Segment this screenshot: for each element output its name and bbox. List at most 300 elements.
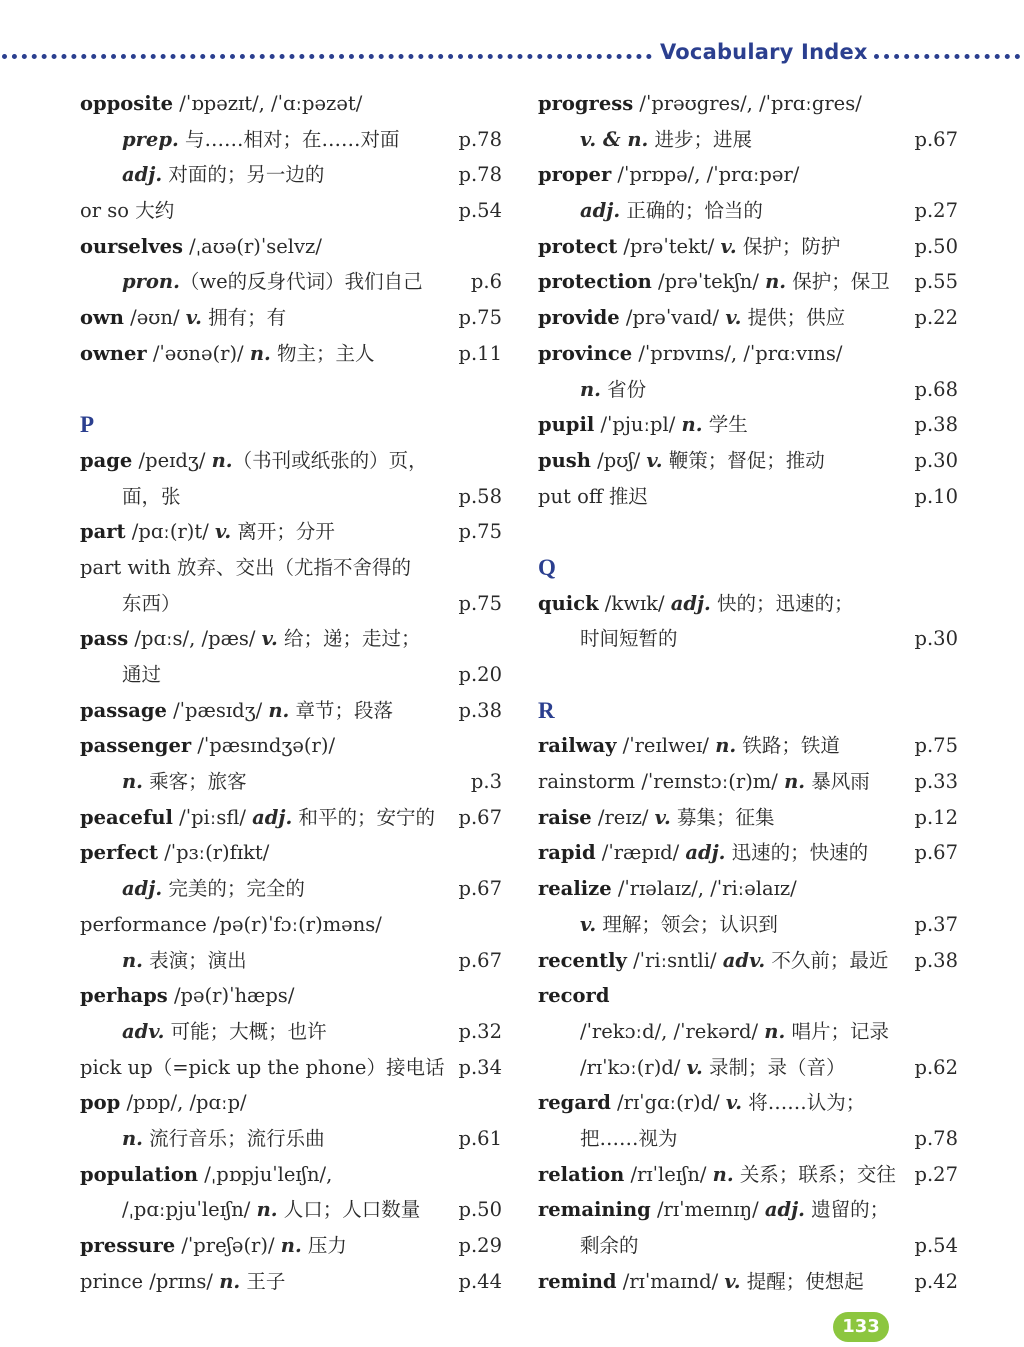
entry-definition: /ˈəʊnə(r)/ — [146, 341, 250, 365]
entry-text — [80, 1050, 444, 1086]
entry-definition: 暴风雨 — [805, 770, 870, 794]
index-entry — [538, 86, 958, 122]
entry-definition: 唱片；记录 — [785, 1019, 889, 1043]
entry-headword: province — [538, 341, 633, 365]
entry-definition: 王子 — [240, 1269, 286, 1293]
entry-definition: 面，张 — [122, 484, 181, 508]
index-entry — [80, 122, 502, 158]
entry-definition: performance /pə(r)ˈfɔː(r)məns/ — [80, 912, 382, 936]
page-reference: p.78 — [913, 1121, 959, 1157]
entry-text — [80, 1228, 347, 1264]
entry-definition: /peɪdʒ/ — [132, 448, 212, 472]
entry-headword: population — [80, 1162, 199, 1186]
entry-text — [80, 550, 411, 586]
entry-headword: record — [538, 984, 610, 1008]
part-of-speech: v. — [725, 1091, 743, 1115]
entry-text — [538, 122, 752, 158]
entry-text — [80, 657, 161, 693]
page-reference: p.54 — [913, 1228, 959, 1264]
index-entry — [538, 586, 958, 622]
entry-definition: /rɪˈkɔː(r)d/ — [580, 1055, 687, 1079]
entry-text — [538, 1264, 864, 1300]
header-title: Vocabulary Index — [660, 40, 868, 64]
entry-definition: /ˌpɑːpjuˈleɪʃn/ — [122, 1198, 257, 1222]
page-reference: p.6 — [469, 264, 502, 300]
entry-text — [80, 621, 421, 657]
entry-text — [80, 764, 247, 800]
entry-headword: perhaps — [80, 984, 168, 1008]
index-entry — [538, 871, 958, 907]
page-reference: p.27 — [913, 1157, 959, 1193]
entry-text — [80, 1157, 332, 1193]
entry-definition: /əʊn/ — [123, 306, 186, 330]
index-entry — [538, 193, 958, 229]
entry-definition: /prəˈvaɪd/ — [619, 306, 726, 330]
entry-headword: provide — [538, 306, 620, 330]
index-entry — [80, 336, 502, 372]
entry-text — [538, 1121, 678, 1157]
page-number-badge: 133 — [833, 1312, 889, 1342]
entry-text — [80, 943, 247, 979]
part-of-speech: v. & n. — [580, 127, 649, 151]
page-reference: p.75 — [457, 514, 503, 550]
entry-text — [80, 443, 428, 479]
entry-text — [80, 1121, 325, 1157]
entry-definition: /rɪˈgɑː(r)d/ — [610, 1091, 726, 1115]
part-of-speech: adv. — [122, 1019, 165, 1043]
entry-text — [80, 586, 181, 622]
entry-text — [538, 586, 854, 622]
section-letter-heading: P — [80, 412, 95, 438]
entry-definition: /ˈrekɔːd/, /ˈrekərd/ — [580, 1019, 765, 1043]
entry-definition: 物主；主人 — [270, 341, 375, 365]
index-entry — [538, 800, 958, 836]
entry-text — [80, 86, 362, 122]
entry-definition: 拥有；有 — [201, 306, 287, 330]
index-entry — [80, 657, 502, 693]
page-header — [0, 38, 1024, 74]
section-letter-heading: R — [538, 697, 555, 723]
part-of-speech: n. — [580, 377, 601, 401]
part-of-speech: v. — [654, 805, 671, 829]
page-reference: p.37 — [913, 907, 959, 943]
page-reference: p.42 — [913, 1264, 959, 1300]
page-reference: p.38 — [913, 943, 959, 979]
entry-definition: 迅速的；快速的 — [725, 841, 869, 865]
index-entry — [538, 1121, 958, 1157]
page-reference: p.61 — [457, 1121, 503, 1157]
part-of-speech: v. — [580, 912, 597, 936]
entry-headword: remind — [538, 1269, 617, 1293]
part-of-speech: n. — [122, 770, 143, 794]
entry-text — [538, 621, 678, 657]
page-reference: p.38 — [457, 693, 503, 729]
index-entry — [538, 764, 958, 800]
page-reference: p.30 — [913, 621, 959, 657]
entry-definition: 剩余的 — [580, 1234, 639, 1257]
entry-text — [538, 1157, 896, 1193]
page-reference: p.67 — [913, 835, 959, 871]
part-of-speech: adj. — [252, 805, 293, 829]
index-entry — [80, 264, 502, 300]
entry-headword: opposite — [80, 92, 174, 115]
entry-headword: protect — [538, 234, 618, 258]
entry-text — [538, 728, 840, 764]
entry-text — [538, 800, 775, 836]
entry-text — [538, 1192, 889, 1228]
entry-definition: /ˈprɒvɪns/, /ˈprɑːvɪns/ — [632, 341, 843, 365]
entry-text — [80, 693, 393, 729]
part-of-speech: n. — [280, 1234, 302, 1257]
entry-headword: realize — [538, 877, 612, 901]
entry-headword: passenger — [80, 734, 192, 758]
entry-text — [80, 871, 305, 907]
entry-definition: 把……视为 — [580, 1126, 678, 1150]
entry-definition: 快的；迅速的； — [710, 591, 854, 615]
entry-headword: pressure — [80, 1234, 176, 1257]
entry-definition: 录制；录（音） — [702, 1055, 846, 1079]
index-entry — [80, 1121, 502, 1157]
entry-definition: /ˈpreʃə(r)/ — [175, 1234, 281, 1257]
index-entry — [538, 300, 958, 336]
left-column — [80, 86, 502, 1299]
part-of-speech: v. — [215, 520, 232, 544]
entry-text — [538, 835, 868, 871]
part-of-speech: n. — [784, 770, 806, 794]
part-of-speech: v. — [185, 306, 202, 330]
index-entry — [538, 1192, 958, 1228]
page-reference: p.38 — [913, 407, 959, 443]
entry-definition: /rɪˈmaɪnd/ — [616, 1269, 725, 1293]
entry-text — [80, 229, 322, 265]
entry-definition: （书刊或纸张的）页， — [232, 448, 428, 472]
part-of-speech: v. — [725, 306, 742, 330]
entry-text — [538, 1014, 889, 1050]
entry-text — [538, 479, 648, 515]
entry-definition: part with 放弃、交出（尤指不舍得的 — [80, 555, 411, 579]
index-entry — [80, 871, 502, 907]
part-of-speech: n. — [122, 948, 143, 972]
index-entry — [80, 157, 502, 193]
entry-definition: /ˈprəʊgres/, /ˈprɑːgres/ — [633, 92, 862, 115]
entry-text — [80, 1264, 285, 1300]
index-entry — [538, 372, 958, 408]
entry-definition: 募集；征集 — [670, 805, 775, 829]
entry-text — [538, 229, 840, 265]
entry-definition: /pɑːs/, /pæs/ — [128, 627, 262, 651]
index-entry — [80, 800, 502, 836]
page-reference: p.29 — [457, 1228, 503, 1264]
page-reference: p.44 — [457, 1264, 503, 1300]
entry-definition: /ˈrɪəlaɪz/, /ˈriːəlaɪz/ — [611, 877, 797, 901]
entry-definition: 乘客；旅客 — [142, 770, 247, 794]
entry-definition: 将……认为； — [742, 1091, 866, 1115]
entry-text — [80, 1085, 247, 1121]
index-entry — [80, 300, 502, 336]
entry-headword: progress — [538, 92, 634, 115]
entry-headword: protection — [538, 270, 652, 294]
entry-definition: 流行音乐；流行乐曲 — [142, 1126, 325, 1150]
entry-definition: /ˈpæsɪndʒə(r)/ — [191, 734, 336, 758]
section-spacer — [538, 514, 958, 550]
part-of-speech: pron. — [122, 270, 180, 294]
part-of-speech: v. — [720, 234, 737, 258]
index-entry — [80, 621, 502, 657]
part-of-speech: n. — [211, 448, 233, 472]
index-entry — [80, 1085, 502, 1121]
entry-headword: recently — [538, 948, 627, 972]
page-reference: p.67 — [913, 122, 959, 158]
part-of-speech: adj. — [764, 1198, 805, 1222]
entry-definition: 学生 — [702, 413, 748, 437]
entry-text — [80, 1192, 420, 1228]
page-reference: p.67 — [457, 800, 503, 836]
index-entry — [80, 586, 502, 622]
index-entry — [538, 978, 958, 1014]
entry-headword: pass — [80, 627, 129, 651]
index-entry — [80, 728, 502, 764]
index-entry — [538, 1050, 958, 1086]
entry-definition: 对面的；另一边的 — [162, 163, 325, 187]
entry-text — [80, 514, 335, 550]
entry-definition: 省份 — [600, 377, 647, 401]
entry-text — [538, 157, 799, 193]
entry-text — [538, 193, 763, 229]
index-entry — [538, 1085, 958, 1121]
entry-headword: owner — [80, 341, 147, 365]
page-reference: p.62 — [913, 1050, 959, 1086]
index-entry — [538, 1157, 958, 1193]
index-entry — [538, 907, 958, 943]
part-of-speech: adj. — [580, 199, 621, 223]
entry-text — [538, 407, 748, 443]
entry-definition: 理解；领会；认识到 — [596, 912, 778, 936]
entry-definition: /ˈpiːsfl/ — [172, 805, 253, 829]
page-reference: p.75 — [457, 586, 503, 622]
page-reference: p.68 — [913, 372, 959, 408]
entry-definition: 压力 — [301, 1234, 347, 1257]
entry-text — [80, 835, 269, 871]
index-entry — [80, 1014, 502, 1050]
page-reference: p.10 — [913, 479, 959, 515]
page-reference: p.27 — [913, 193, 959, 229]
part-of-speech: adj. — [122, 877, 163, 901]
index-entry — [80, 943, 502, 979]
entry-text — [80, 978, 294, 1014]
page-reference: p.30 — [913, 443, 959, 479]
page-reference: p.22 — [913, 300, 959, 336]
entry-text — [80, 264, 423, 300]
part-of-speech: v. — [646, 448, 663, 472]
section-letter-heading: Q — [538, 554, 556, 580]
part-of-speech: n. — [765, 270, 787, 294]
entry-definition: 正确的；恰当的 — [620, 199, 763, 223]
entry-headword: pupil — [538, 413, 595, 437]
entry-text — [80, 1014, 327, 1050]
part-of-speech: n. — [256, 1198, 278, 1222]
entry-headword: passage — [80, 698, 167, 722]
entry-text — [80, 479, 181, 515]
index-entry — [80, 229, 502, 265]
entry-text — [80, 300, 286, 336]
entry-headword: page — [80, 448, 133, 472]
entry-definition: 关系；联系；交往 — [733, 1162, 896, 1186]
index-entry — [80, 978, 502, 1014]
index-entry — [80, 835, 502, 871]
entry-text — [538, 264, 890, 300]
entry-headword: perfect — [80, 841, 158, 865]
index-entry — [80, 764, 502, 800]
page-reference: p.12 — [913, 800, 959, 836]
part-of-speech: v. — [261, 627, 278, 651]
entry-definition: /reɪz/ — [591, 805, 655, 829]
part-of-speech: prep. — [122, 127, 179, 151]
entry-definition: /ˈræpɪd/ — [595, 841, 686, 865]
entry-definition: 保护；保卫 — [786, 270, 890, 294]
index-entry — [80, 1228, 502, 1264]
entry-text — [538, 978, 609, 1014]
page-reference: p.50 — [913, 229, 959, 265]
entry-text — [80, 336, 375, 372]
index-entry — [80, 86, 502, 122]
entry-definition: /ˈpɜː(r)fɪkt/ — [158, 841, 270, 865]
part-of-speech: v. — [724, 1269, 741, 1293]
entry-definition: rainstorm /ˈreɪnstɔː(r)m/ — [538, 770, 785, 794]
index-entry — [80, 1192, 502, 1228]
entry-definition: put off 推迟 — [538, 484, 648, 508]
section-spacer — [80, 372, 502, 408]
entry-definition: 离开；分开 — [231, 520, 335, 544]
entry-definition: 表演；演出 — [142, 948, 247, 972]
entry-definition: prince /prɪns/ — [80, 1269, 220, 1293]
entry-text — [80, 157, 324, 193]
index-entry — [80, 693, 502, 729]
entry-definition: 和平的；安宁的 — [292, 805, 435, 829]
entry-definition: 不久前；最近 — [765, 948, 889, 972]
entry-definition: /ˈɒpəzɪt/, /ˈɑːpəzət/ — [173, 92, 363, 115]
page-reference: p.20 — [457, 657, 503, 693]
index-entry — [538, 1228, 958, 1264]
index-entry — [538, 157, 958, 193]
entry-text — [80, 193, 174, 229]
entry-definition: 保护；防护 — [736, 234, 841, 258]
index-entry — [538, 1264, 958, 1300]
entry-definition: 人口；人口数量 — [277, 1198, 421, 1222]
entry-definition: /pʊʃ/ — [590, 448, 647, 472]
entry-definition: 完美的；完全的 — [162, 877, 305, 901]
entry-definition: /ˈpjuːpl/ — [594, 413, 682, 437]
page-reference: p.33 — [913, 764, 959, 800]
entry-definition: /ˈreɪlweɪ/ — [616, 734, 716, 758]
page-reference: p.67 — [457, 871, 503, 907]
entry-definition: 章节；段落 — [289, 698, 394, 722]
entry-definition: （we的反身代词）我们自己 — [179, 270, 423, 294]
entry-definition: /kwɪk/ — [598, 591, 671, 615]
entry-headword: peaceful — [80, 805, 173, 829]
header-dotted-rule-left — [2, 54, 652, 59]
entry-headword: rapid — [538, 841, 596, 865]
entry-definition: /pə(r)ˈhæps/ — [167, 984, 295, 1008]
entry-text — [538, 443, 825, 479]
page-reference: p.3 — [469, 764, 502, 800]
entry-headword: ourselves — [80, 234, 183, 258]
entry-headword: pop — [80, 1091, 121, 1115]
index-entry — [80, 1157, 502, 1193]
page-reference: p.58 — [457, 479, 503, 515]
entry-definition: pick up（=pick up the phone）接电话 — [80, 1055, 445, 1079]
entry-definition: 给；递；走过； — [277, 627, 421, 651]
entry-definition: /ˈprɒpə/, /ˈprɑːpər/ — [611, 163, 800, 187]
entry-text — [538, 86, 862, 122]
entry-definition: /ˈriːsntli/ — [626, 948, 723, 972]
index-entry — [538, 943, 958, 979]
part-of-speech: adv. — [722, 948, 766, 972]
entry-definition: /prəˈtekt/ — [617, 234, 721, 258]
part-of-speech: v. — [686, 1055, 703, 1079]
index-entry — [538, 1014, 958, 1050]
index-entry — [80, 1264, 502, 1300]
part-of-speech: n. — [219, 1269, 241, 1293]
page-reference: p.78 — [457, 122, 503, 158]
index-entry — [538, 122, 958, 158]
entry-definition: /ˌpɒpjuˈleɪʃn/, — [198, 1162, 333, 1186]
part-of-speech: adj. — [122, 163, 163, 187]
right-column — [538, 86, 958, 1299]
index-entry — [80, 907, 502, 943]
index-entry — [538, 479, 958, 515]
page-reference: p.55 — [913, 264, 959, 300]
entry-headword: remaining — [538, 1198, 651, 1222]
entry-text — [80, 728, 335, 764]
page-reference: p.54 — [457, 193, 503, 229]
entry-headword: part — [80, 520, 126, 544]
entry-definition: 铁路；铁道 — [736, 734, 840, 758]
entry-definition: /prəˈtekʃn/ — [651, 270, 766, 294]
entry-definition: /pɒp/, /pɑːp/ — [120, 1091, 247, 1115]
entry-text — [538, 871, 797, 907]
entry-definition: /pɑː(r)t/ — [125, 520, 216, 544]
part-of-speech: n. — [249, 341, 271, 365]
entry-definition: /rɪˈmeɪnɪŋ/ — [650, 1198, 765, 1222]
entry-headword: regard — [538, 1091, 611, 1115]
entry-definition: 可能；大概；也许 — [164, 1019, 327, 1043]
index-entry — [80, 443, 502, 479]
page-reference: p.78 — [457, 157, 503, 193]
entry-definition: or so 大约 — [80, 199, 175, 223]
part-of-speech: adj. — [685, 841, 726, 865]
index-entry — [80, 479, 502, 515]
part-of-speech: n. — [681, 413, 703, 437]
entry-definition: 时间短暂的 — [580, 627, 678, 651]
part-of-speech: n. — [268, 698, 290, 722]
entry-headword: relation — [538, 1162, 625, 1186]
index-entry — [80, 193, 502, 229]
index-entry — [538, 229, 958, 265]
page-reference: p.50 — [457, 1192, 503, 1228]
entry-definition: /ˌaʊə(r)ˈselvz/ — [182, 234, 322, 258]
entry-definition: 进步；进展 — [648, 127, 753, 151]
entry-text — [538, 372, 646, 408]
entry-headword: raise — [538, 805, 592, 829]
entry-text — [538, 1050, 845, 1086]
entry-headword: quick — [538, 591, 599, 615]
header-dotted-rule-right — [874, 54, 1020, 59]
entry-text — [538, 1085, 865, 1121]
entry-text — [80, 122, 399, 158]
entry-text — [538, 336, 843, 372]
entry-headword: railway — [538, 734, 617, 758]
page-reference: p.75 — [457, 300, 503, 336]
